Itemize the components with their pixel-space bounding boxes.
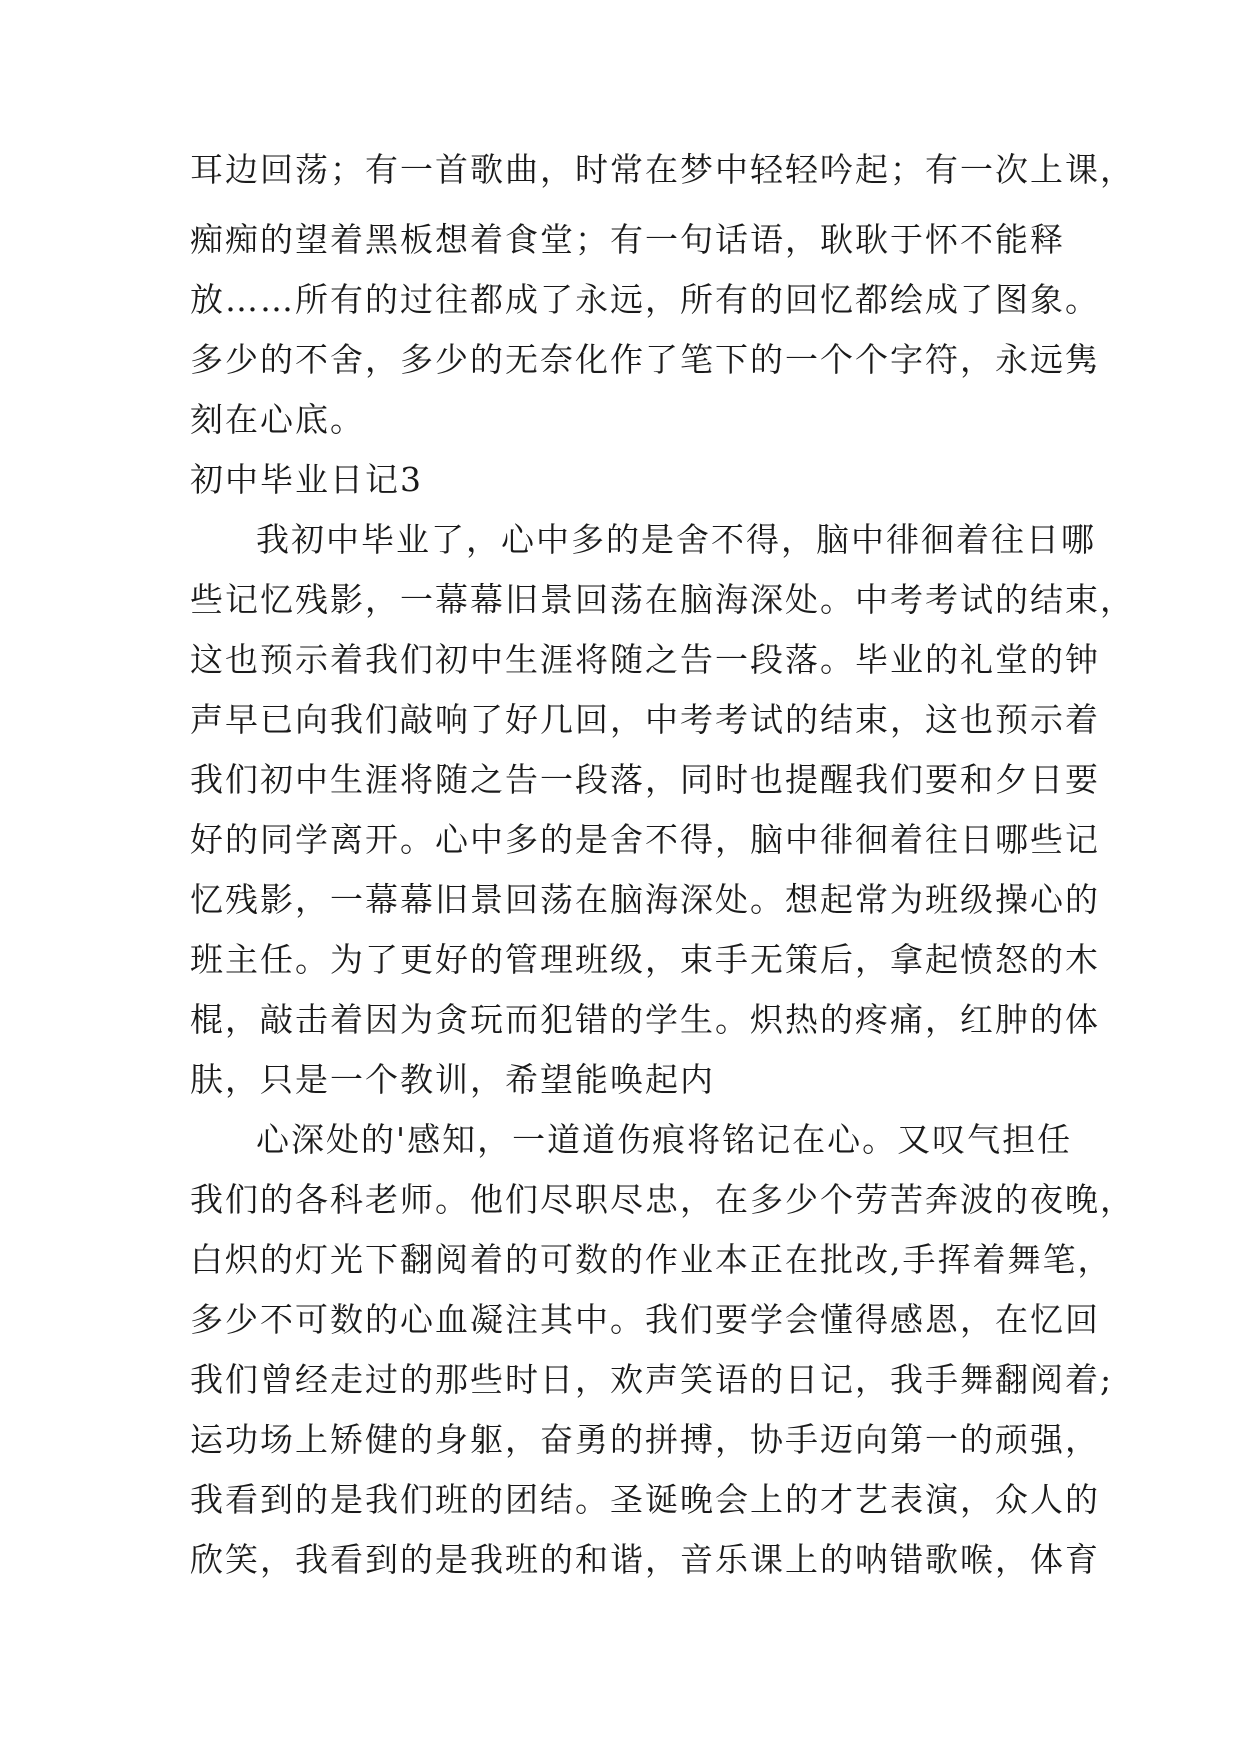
text-line: 棍，敲击着因为贪玩而犯错的学生。炽热的疼痛，红肿的体 <box>190 1000 1100 1039</box>
text-line: 放……所有的过往都成了永远，所有的回忆都绘成了图象。 <box>190 280 1100 319</box>
text-line: 多少的不舍，多少的无奈化作了笔下的一个个字符，永远隽 <box>190 340 1100 379</box>
text-line: 这也预示着我们初中生涯将随之告一段落。毕业的礼堂的钟 <box>190 640 1100 679</box>
text-line: 白炽的灯光下翻阅着的可数的作业本正在批改,手挥着舞笔， <box>190 1240 1113 1279</box>
text-line: 我看到的是我们班的团结。圣诞晚会上的才艺表演，众人的 <box>190 1480 1100 1519</box>
text-line: 我们的各科老师。他们尽职尽忠，在多少个劳苦奔波的夜晚， <box>190 1180 1135 1219</box>
text-line: 运功场上矫健的身躯，奋勇的拼搏，协手迈向第一的顽强， <box>190 1420 1100 1459</box>
text-line: 耳边回荡；有一首歌曲，时常在梦中轻轻吟起；有一次上课， <box>190 150 1135 189</box>
text-line: 刻在心底。 <box>190 400 365 439</box>
text-line: 心深处的'感知，一道道伤痕将铭记在心。又叹气担任 <box>256 1120 1073 1159</box>
text-line: 些记忆残影，一幕幕旧景回荡在脑海深处。中考考试的结束， <box>190 580 1135 619</box>
text-line: 多少不可数的心血凝注其中。我们要学会懂得感恩，在忆回 <box>190 1300 1100 1339</box>
text-line: 忆残影，一幕幕旧景回荡在脑海深处。想起常为班级操心的 <box>190 880 1100 919</box>
text-line: 我们初中生涯将随之告一段落，同时也提醒我们要和夕日要 <box>190 760 1100 799</box>
text-line: 痴痴的望着黑板想着食堂；有一句话语，耿耿于怀不能释 <box>190 220 1065 259</box>
text-line: 欣笑，我看到的是我班的和谐，音乐课上的呐错歌喉，体育 <box>190 1540 1100 1579</box>
text-line: 声早已向我们敲响了好几回，中考考试的结束，这也预示着 <box>190 700 1100 739</box>
text-line: 我初中毕业了，心中多的是舍不得，脑中徘徊着往日哪 <box>256 520 1096 559</box>
text-line: 我们曾经走过的那些时日，欢声笑语的日记，我手舞翻阅着; <box>190 1360 1114 1399</box>
text-line: 班主任。为了更好的管理班级，束手无策后，拿起愤怒的木 <box>190 940 1100 979</box>
text-line: 好的同学离开。心中多的是舍不得，脑中徘徊着往日哪些记 <box>190 820 1100 859</box>
text-line: 肤，只是一个教训，希望能唤起内 <box>190 1060 715 1099</box>
section-heading: 初中毕业日记3 <box>190 460 423 499</box>
